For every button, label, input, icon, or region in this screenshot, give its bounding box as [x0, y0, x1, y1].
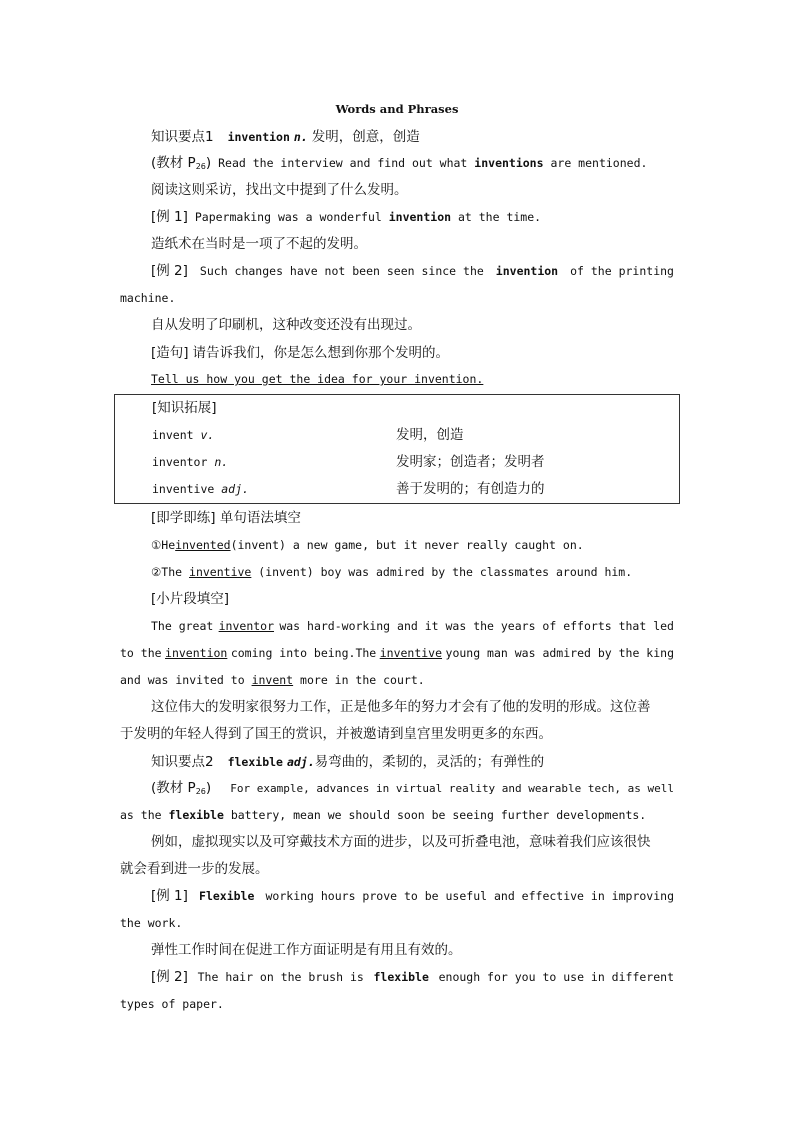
- kp2-label: 知识要点2: [151, 754, 214, 770]
- document-page: [120, 96, 674, 1018]
- fill-heading: [小片段填空]: [151, 591, 230, 607]
- fill-translation-2: 于发明的年轻人得到了国王的赏识，并被邀请到皇宫里发明更多的东西。: [120, 726, 552, 742]
- kp1-pos: n.: [293, 130, 308, 144]
- kp2-example-1-translation: 弹性工作时间在促进工作方面证明是有用且有效的。: [151, 942, 462, 958]
- kp1-meaning: 发明，创意，创造: [311, 129, 420, 145]
- answer: inventive: [189, 565, 252, 579]
- kp1-label: 知识要点1: [151, 129, 214, 145]
- answer: inventor: [218, 619, 275, 633]
- practice-heading: [即学即练] 单句语法填空: [151, 510, 301, 526]
- extension-row: invent v. 发明，创造: [152, 427, 464, 443]
- kp2-source-sentence: (教材 $P_{26}$) For example, advances in virtual reality and wearable tech, as well: [120, 775, 674, 802]
- page-title: Words and Phrases: [335, 102, 459, 116]
- kp2-source-sentence-cont: as the flexible battery, mean we should soon be seeing further developments.: [120, 808, 647, 822]
- knowledge-point-2-heading: [120, 748, 674, 775]
- knowledge-extension-box: [114, 394, 680, 504]
- fill-line-2: to the invention coming into being.The inventive young man was admired by the king: [120, 640, 674, 667]
- kp1-example-1: [例 1] Papermaking was a wonderful invention at the time.: [151, 209, 542, 225]
- fill-translation-1: 这位伟大的发明家很努力工作，正是他多年的努力才会有了他的发明的形成。这位善: [151, 699, 651, 715]
- kp1-example-1-translation: 造纸术在当时是一项了不起的发明。: [151, 236, 367, 252]
- kp2-example-2: [例 2] The hair on the brush is flexible enough for you to use in different: [120, 964, 674, 991]
- answer: invent: [251, 673, 294, 687]
- answer: inventive: [379, 646, 443, 660]
- practice-item-2: ②The inventive (invent) boy was admired by the classmates around him.: [151, 565, 633, 579]
- extension-row: inventor n. 发明家；创造者；发明者: [152, 454, 545, 470]
- fill-line-1: The great inventor was hard-working and it was the years of efforts that led: [120, 613, 674, 640]
- kp1-source-ref: (教材 $P_{26}$): [151, 155, 212, 171]
- kp1-word: invention: [227, 130, 290, 144]
- kp1-make-sentence-answer: Tell us how you get the idea for your invention.: [151, 372, 484, 386]
- highlight-word: inventions: [474, 156, 544, 170]
- kp2-example-1: [例 1] Flexible working hours prove to be useful and effective in improving: [120, 883, 674, 910]
- kp2-source-ref: (教材 $P_{26}$): [151, 780, 212, 796]
- kp2-meaning: 易弯曲的，柔韧的，灵活的；有弹性的: [314, 754, 545, 770]
- knowledge-extension-label: [知识拓展]: [152, 400, 217, 416]
- highlight-word: flexible: [168, 808, 224, 822]
- kp2-pos: adj.: [286, 755, 315, 769]
- highlight-word: invention: [388, 210, 452, 224]
- highlight-word: invention: [495, 264, 559, 278]
- kp1-example-2-cont: machine.: [120, 291, 176, 305]
- knowledge-point-1-heading: [120, 123, 674, 150]
- answer: invention: [165, 646, 228, 660]
- kp1-source-translation: 阅读这则采访，找出文中提到了什么发明。: [151, 182, 408, 198]
- kp2-source-translation-1: 例如，虚拟现实以及可穿戴技术方面的进步，以及可折叠电池，意味着我们应该很快: [151, 834, 651, 850]
- kp1-example-2: [例 2] Such changes have not been seen since the invention of the printing: [120, 258, 674, 285]
- kp2-source-translation-2: 就会看到进一步的发展。: [120, 861, 269, 877]
- highlight-word: Flexible: [199, 889, 255, 903]
- kp2-example-1-cont: the work.: [120, 916, 183, 930]
- kp1-make-sentence: [造句] 请告诉我们，你是怎么想到你那个发明的。: [151, 345, 450, 361]
- kp1-example-2-translation: 自从发明了印刷机，这种改变还没有出现过。: [151, 317, 421, 333]
- kp2-word: flexible: [227, 755, 283, 769]
- kp1-source-sentence: (教材 $P_{26}$) Read the interview and find out what inventions are mentioned.: [151, 155, 648, 171]
- extension-row: inventive adj. 善于发明的；有创造力的: [152, 481, 545, 497]
- kp2-example-2-cont: types of paper.: [120, 997, 224, 1011]
- answer: invented: [175, 538, 231, 552]
- highlight-word: flexible: [373, 970, 429, 984]
- practice-item-1: ①Heinvented(invent) a new game, but it never really caught on.: [151, 538, 584, 552]
- fill-line-3: and was invited to invent more in the court.: [120, 673, 425, 687]
